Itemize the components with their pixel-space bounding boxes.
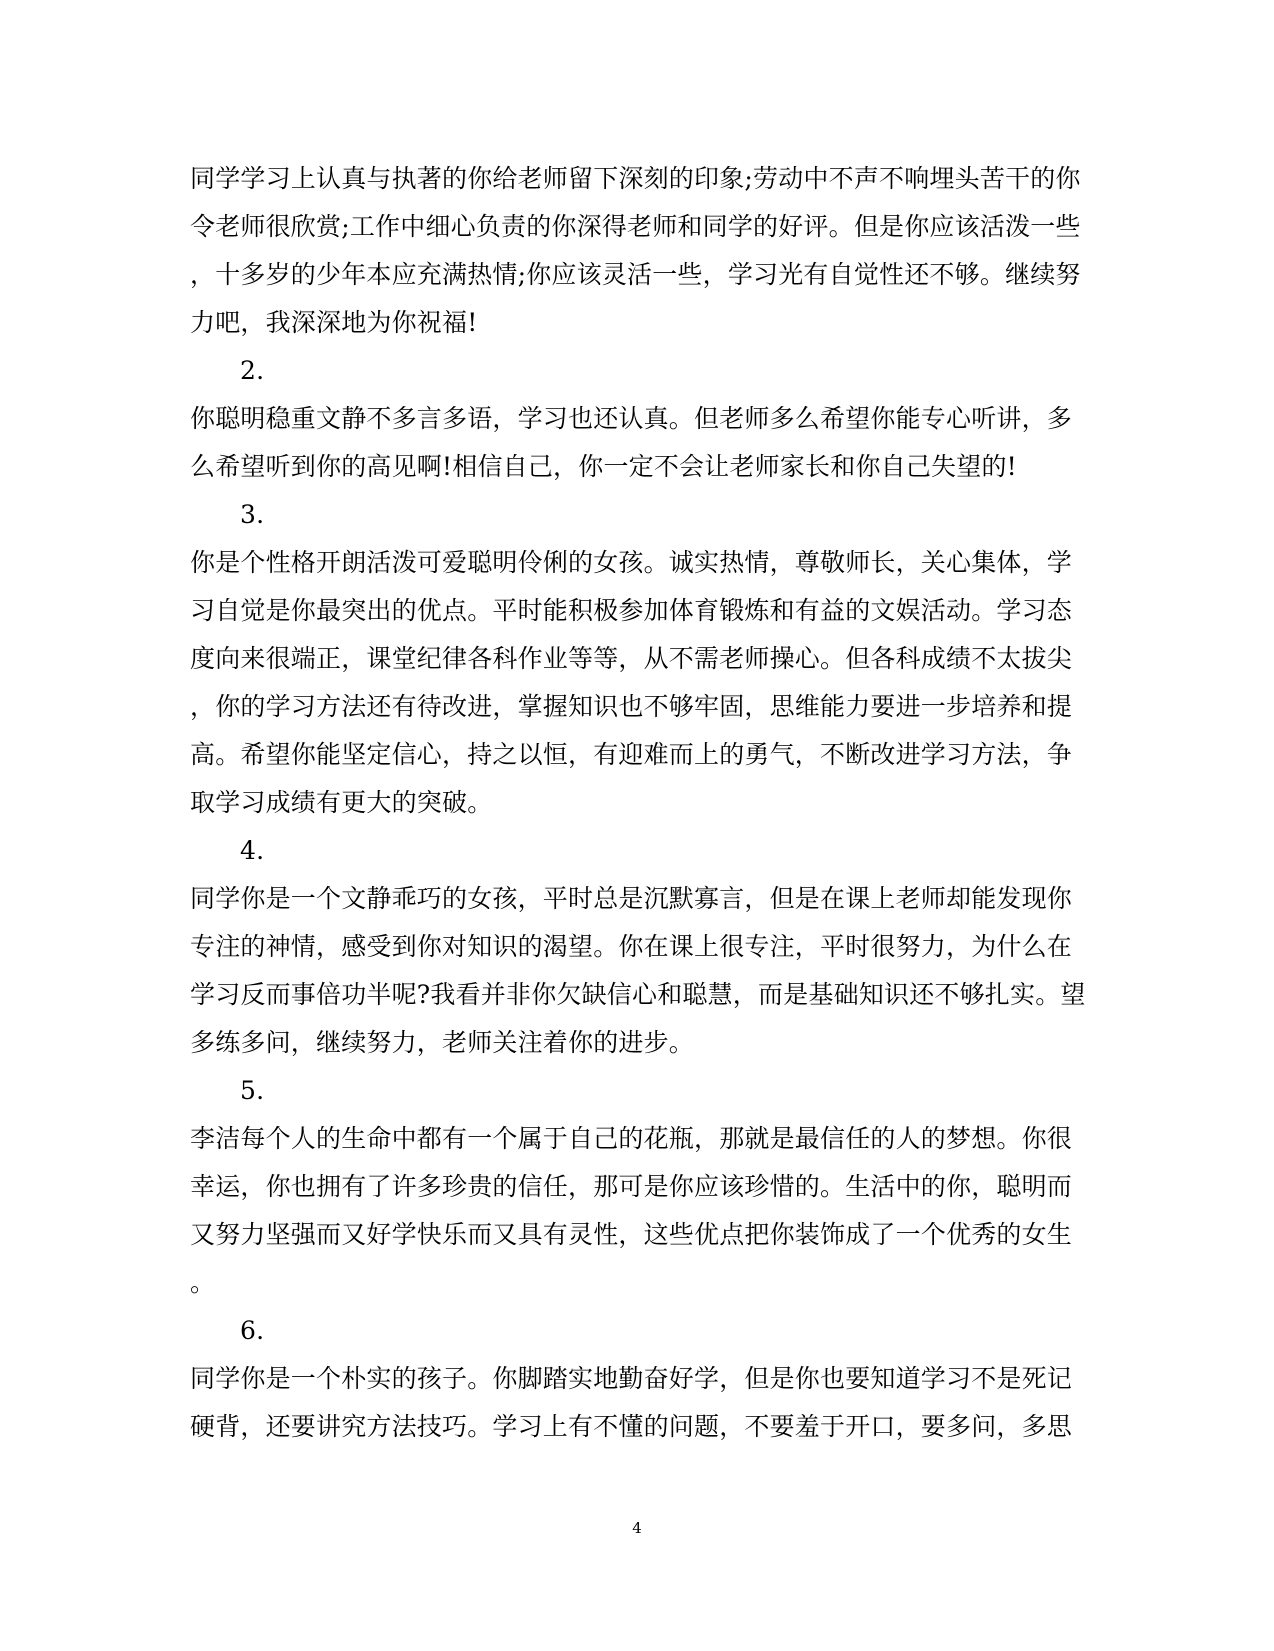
text-line: 幸运，你也拥有了许多珍贵的信任，那可是你应该珍惜的。生活中的你，聪明而 <box>190 1172 1073 1201</box>
text-line: 你聪明稳重文静不多言多语，学习也还认真。但老师多么希望你能专心听讲，多 <box>190 404 1073 433</box>
text-line: 专注的神情，感受到你对知识的渴望。你在课上很专注，平时很努力，为什么在 <box>190 932 1073 961</box>
text-line: 取学习成绩有更大的突破。 <box>190 788 493 817</box>
document-body <box>190 155 1086 1451</box>
text-line: 么希望听到你的高见啊!相信自己，你一定不会让老师家长和你自己失望的! <box>190 452 1017 481</box>
text-line: 习自觉是你最突出的优点。平时能积极参加体育锻炼和有益的文娱活动。学习态 <box>190 596 1073 625</box>
item-number: 5. <box>240 1076 265 1105</box>
text-line: 同学你是一个文静乖巧的女孩，平时总是沉默寡言，但是在课上老师却能发现你 <box>190 884 1073 913</box>
text-line: ，你的学习方法还有待改进，掌握知识也不够牢固，思维能力要进一步培养和提 <box>190 692 1073 721</box>
text-line: 硬背，还要讲究方法技巧。学习上有不懂的问题，不要羞于开口，要多问，多思 <box>190 1412 1073 1441</box>
text-line: 同学学习上认真与执著的你给老师留下深刻的印象;劳动中不声不响埋头苦干的你 <box>190 164 1081 193</box>
text-line: 高。希望你能坚定信心，持之以恒，有迎难而上的勇气，不断改进学习方法，争 <box>190 740 1073 769</box>
text-line: 又努力坚强而又好学快乐而又具有灵性，这些优点把你装饰成了一个优秀的女生 <box>190 1220 1073 1249</box>
text-line: 令老师很欣赏;工作中细心负责的你深得老师和同学的好评。但是你应该活泼一些 <box>190 212 1081 241</box>
text-line: 度向来很端正，课堂纪律各科作业等等，从不需老师操心。但各科成绩不太拔尖 <box>190 644 1073 673</box>
text-line: 李洁每个人的生命中都有一个属于自己的花瓶，那就是最信任的人的梦想。你很 <box>190 1124 1073 1153</box>
text-line: ，十多岁的少年本应充满热情;你应该灵活一些，学习光有自觉性还不够。继续努 <box>190 260 1081 289</box>
item-number: 3. <box>240 500 265 529</box>
text-line: 多练多问，继续努力，老师关注着你的进步。 <box>190 1028 695 1057</box>
page-number: 4 <box>632 1519 642 1537</box>
item-number: 2. <box>240 356 265 385</box>
text-line: 学习反而事倍功半呢?我看并非你欠缺信心和聪慧，而是基础知识还不够扎实。望 <box>190 980 1086 1009</box>
text-line: 你是个性格开朗活泼可爱聪明伶俐的女孩。诚实热情，尊敬师长，关心集体，学 <box>190 548 1073 577</box>
text-line: 力吧，我深深地为你祝福! <box>190 308 478 337</box>
item-number: 6. <box>240 1316 265 1345</box>
item-number: 4. <box>240 836 265 865</box>
text-line: 。 <box>190 1268 216 1297</box>
text-line: 同学你是一个朴实的孩子。你脚踏实地勤奋好学，但是你也要知道学习不是死记 <box>190 1364 1073 1393</box>
